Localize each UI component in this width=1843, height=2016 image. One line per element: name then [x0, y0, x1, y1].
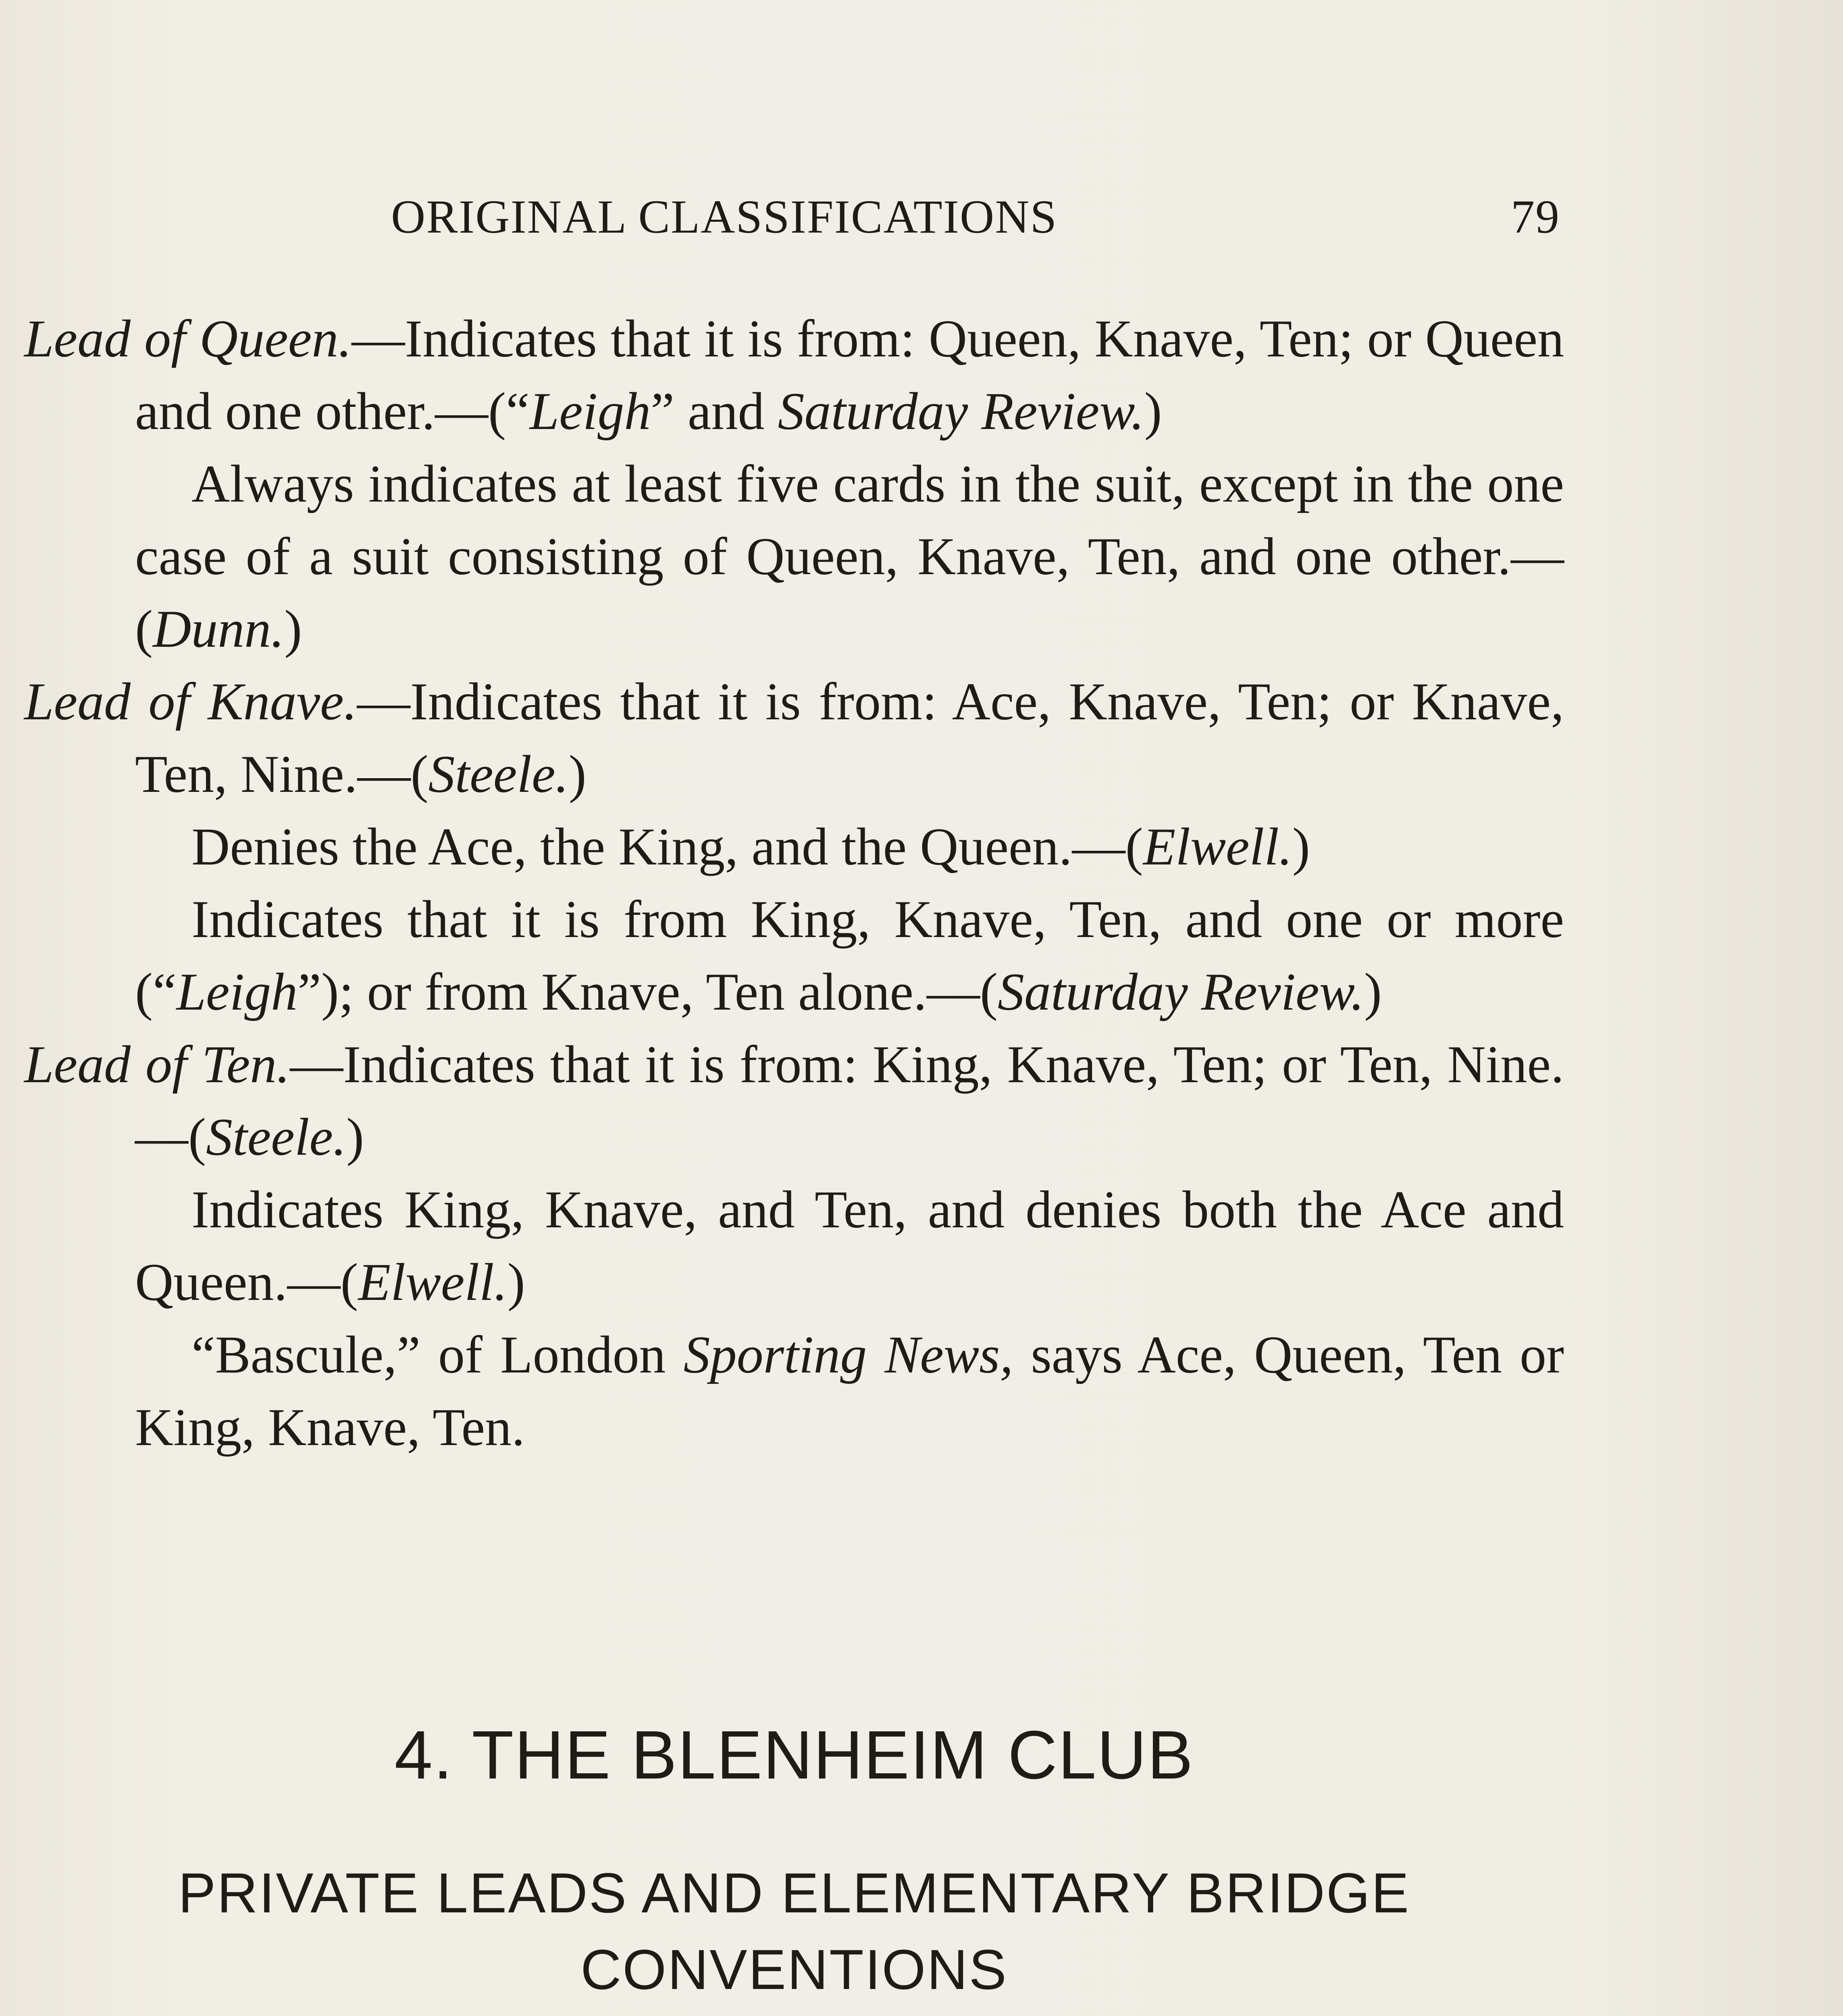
entry-text: ” and: [651, 381, 778, 441]
note-text: Indicates that it is from King, Knave, Ten, and one or more (“: [135, 889, 1564, 1021]
note-text: “Bascule,” of London: [191, 1325, 684, 1384]
entry-text: —Indicates that it is from: Ace, Knave, Ten; or Knave, Ten, Nine.—(: [135, 672, 1564, 804]
entry-main: [24, 302, 1564, 448]
note-text: ”); or from Knave, Ten alone.—(: [297, 962, 998, 1021]
note-text: Always indicates at least five cards in the suit, except in the one case of a suit consisting of Queen, Knave, Ten, and one other.—(: [135, 454, 1564, 658]
entry-text: ): [346, 1107, 364, 1166]
page-header: [391, 190, 1560, 246]
running-head: ORIGINAL CLASSIFICATIONS: [391, 190, 1058, 243]
page-number: 79: [1511, 190, 1560, 243]
source-citation: Leigh: [176, 962, 298, 1021]
source-citation: Elwell.: [358, 1252, 508, 1312]
source-citation: Elwell.: [1143, 817, 1292, 876]
entry-text: —Indicates that it is from: Queen, Knave, Ten; or Queen and one other.—(“: [135, 309, 1564, 441]
entry-note: [24, 448, 1564, 665]
note-text: says Ace, Queen, Ten or King, Knave, Ten.: [135, 1325, 1564, 1457]
entry-label: Lead of Knave.: [24, 672, 357, 731]
note-text: Indicates King, Knave, and Ten, and denies both the Ace and Queen.—(: [135, 1180, 1564, 1312]
note-text: ): [284, 599, 302, 658]
entry-label: Lead of Queen.: [24, 309, 352, 368]
source-citation: Steele.: [428, 744, 569, 804]
note-text: ): [507, 1252, 525, 1312]
note-text: Denies the Ace, the King, and the Queen.—(: [191, 817, 1143, 876]
section-title: 4. THE BLENHEIM CLUB: [394, 1717, 1194, 1793]
section-subtitle: PRIVATE LEADS AND ELEMENTARY BRIDGE CONVENTIONS: [178, 1861, 1410, 2001]
entry-main: [24, 665, 1564, 810]
source-citation: Leigh: [529, 381, 651, 441]
entry-lead-of-queen: [24, 302, 1564, 665]
entry-note: [24, 883, 1564, 1028]
source-citation: Dunn.: [152, 599, 285, 658]
classification-entries: [24, 302, 1564, 1464]
source-citation: Saturday Review.: [997, 962, 1364, 1021]
entry-lead-of-ten: [24, 1028, 1564, 1464]
source-citation: Steele.: [206, 1107, 347, 1166]
source-citation: Sporting News,: [683, 1325, 1013, 1384]
entry-text: ): [1144, 381, 1162, 441]
entry-lead-of-knave: [24, 665, 1564, 1028]
source-citation: Saturday Review.: [778, 381, 1144, 441]
entry-text: —Indicates that it is from: King, Knave, Ten; or Ten, Nine.—(: [135, 1035, 1564, 1166]
note-text: ): [1292, 817, 1310, 876]
entry-note: [24, 1318, 1564, 1464]
entry-main: [24, 1028, 1564, 1173]
entry-note: [24, 1173, 1564, 1318]
entry-label: Lead of Ten.: [24, 1035, 290, 1094]
note-text: ): [1364, 962, 1382, 1021]
entry-text: ): [568, 744, 587, 804]
entry-note: [24, 810, 1564, 883]
